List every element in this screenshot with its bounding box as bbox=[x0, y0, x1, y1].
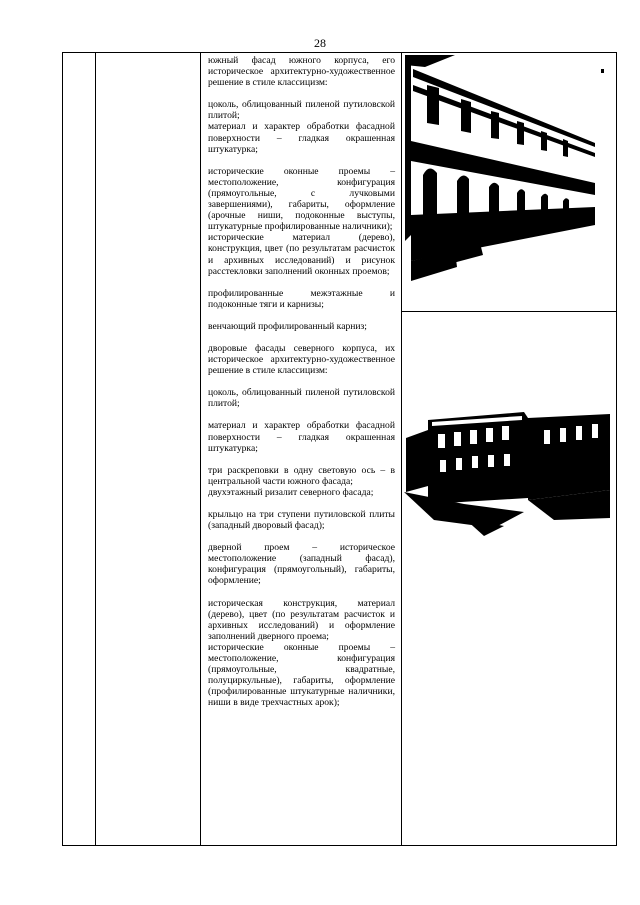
paragraph: дворовые фасады северного корпуса, их историческое архитектурно-художественное решение в стиле классицизм: bbox=[208, 342, 395, 377]
paragraph: дверной проем – историческое местоположение (западный фасад), конфигурация (прямоугольный), габариты, оформление; bbox=[208, 542, 395, 587]
paragraph: профилированные межэтажные и подоконные тяги и карнизы; bbox=[208, 287, 395, 310]
paragraph: материал и характер обработки фасадной поверхности – гладкая окрашенная штукатурка; bbox=[208, 121, 395, 155]
paragraph: цоколь, облицованный пиленой путиловской плитой; bbox=[208, 387, 395, 410]
photo-frame-top bbox=[402, 53, 616, 312]
paragraph: исторические оконные проемы – местоположение, конфигурация (прямоугольные, с лучковыми завершениями), габариты, оформление (арочные ниши, подоконные выступы, штукатурные профилированные наличники); bbox=[208, 165, 395, 233]
paragraph: двухэтажный ризалит северного фасада; bbox=[208, 486, 374, 498]
courtyard-building-photo bbox=[404, 408, 612, 558]
table-cell-photos bbox=[402, 53, 617, 846]
table-cell-index bbox=[63, 53, 96, 846]
table-cell-name bbox=[96, 53, 201, 846]
paragraph: материал и характер обработки фасадной поверхности – гладкая окрашенная штукатурка; bbox=[208, 420, 395, 454]
page-number: 28 bbox=[314, 36, 326, 50]
table-row bbox=[63, 53, 617, 846]
paragraph: исторические оконные проемы – местоположение, конфигурация (прямоугольные, квадратные, полуциркульные), габариты, оформление (профилированные штукатурные наличники, ниши в виде трехчастных арок); bbox=[208, 641, 395, 709]
paragraph: три раскреповки в одну световую ось – в центральной части южного фасада; bbox=[208, 464, 395, 487]
building-facade-photo bbox=[405, 55, 612, 309]
paragraph: венчающий профилированный карниз; bbox=[208, 320, 367, 332]
paragraph: историческая конструкция, материал (дерево), цвет (по результатам расчисток и архивных исследований) и оформление заполнений дверного проема; bbox=[208, 597, 395, 642]
paragraph: южный фасад южного корпуса, его историческое архитектурно-художественное решение в стиле классицизм: bbox=[208, 55, 395, 89]
paragraph: исторические материал (дерево), конструкция, цвет (по результатам расчисток и архивных исследований) и рисунок расстекловки заполнений оконных проемов; bbox=[208, 232, 395, 277]
paragraph: крыльцо на три ступени путиловской плиты (западный дворовый фасад); bbox=[208, 509, 395, 532]
protection-subject-table bbox=[62, 52, 617, 846]
table-cell-description bbox=[201, 53, 402, 846]
paragraph: цоколь, облицованный пиленой путиловской плитой; bbox=[208, 99, 395, 122]
